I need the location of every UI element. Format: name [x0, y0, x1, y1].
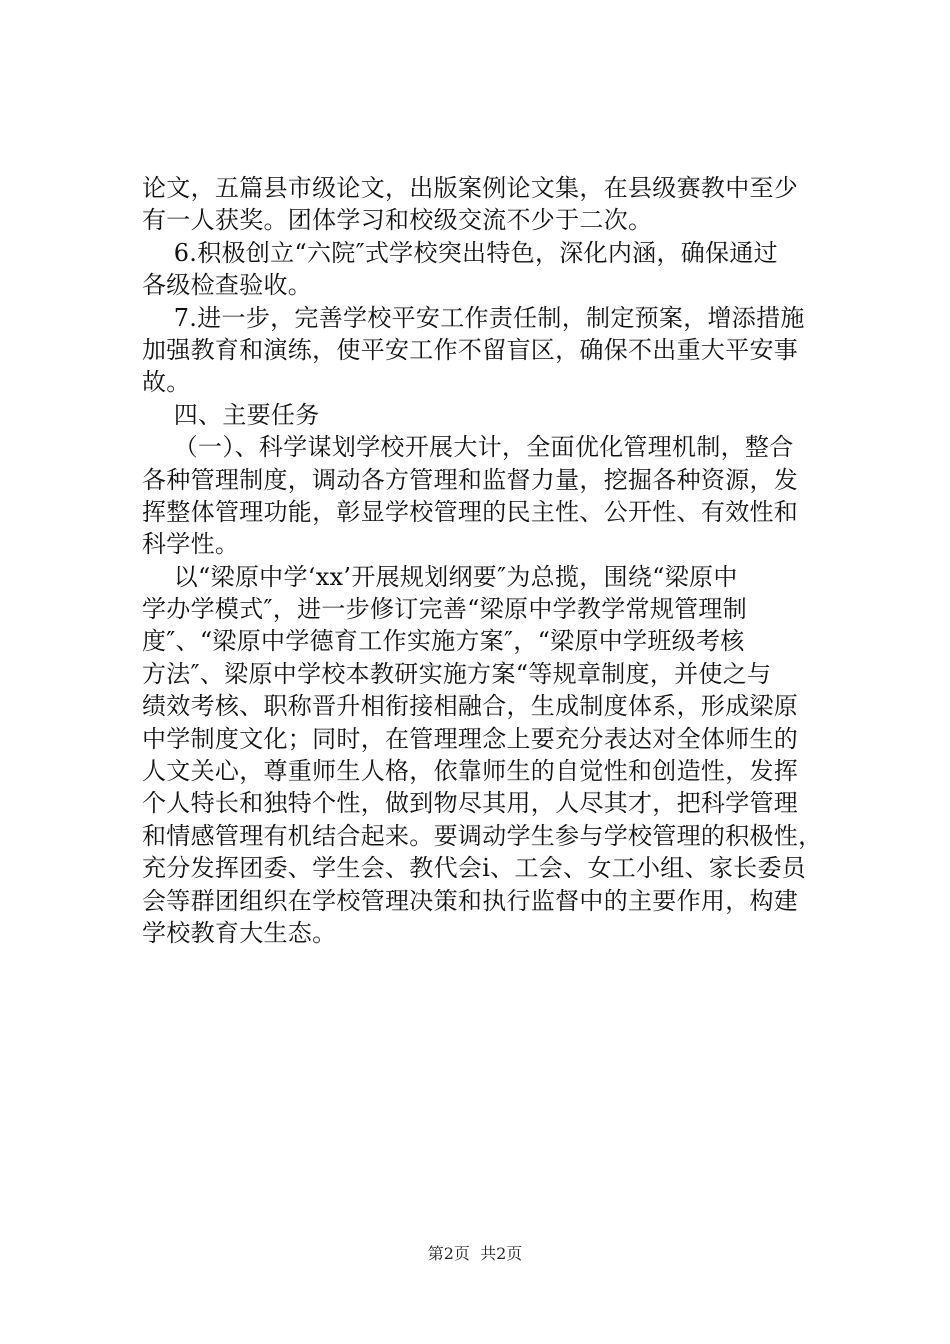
text-line: 各级检查验收。: [142, 271, 313, 300]
text-line: 7.进一步，完善学校平安工作责任制，制定预案，增添措施: [142, 303, 805, 332]
document-body: [142, 172, 842, 949]
text-line: 各种管理制度，调动各方管理和监督力量，挖掘各种资源，发: [142, 465, 799, 494]
section-heading: 四、主要任务: [142, 400, 320, 429]
text-line: 6.积极创立“六院″式学校突出特色，深化内涵，确保通过: [142, 238, 778, 267]
text-line: 论文，五篇县市级论文，出版案例论文集，在县级赛教中至少: [142, 174, 799, 202]
text-line: 会等群团组织在学校管理决策和执行监督中的主要作用，构建: [142, 886, 799, 915]
text-line: 个人特长和独特个性，做到物尽其用，人尽其才，把科学管理: [142, 789, 799, 818]
text-line: 方法″、梁原中学校本教研实施方案“等规章制度，并使之与: [142, 659, 772, 688]
text-line: 有一人获奖。团体学习和校级交流不少于二次。: [142, 206, 653, 235]
text-line: 学校教育大生态。: [142, 918, 337, 947]
text-line: 和情感管理有机结合起来。要调动学生参与学校管理的积极性，: [142, 821, 823, 850]
text-line: 学办学模式″，进一步修订完善“梁原中学教学常规管理制: [142, 595, 748, 624]
page-footer: [0, 1242, 950, 1266]
text-line: 绩效考核、职称晋升相衔接相融合，生成制度体系，形成梁原: [142, 692, 799, 721]
text-line: 人文关心，尊重师生人格，依靠师生的自觉性和创造性，发挥: [142, 757, 799, 786]
text-line: 科学性。: [142, 530, 240, 559]
text-line: 挥整体管理功能，彰显学校管理的民主性、公开性、有效性和: [142, 497, 799, 526]
text-line: 故。: [142, 368, 191, 397]
text-line: 中学制度文化；同时，在管理理念上要充分表达对全体师生的: [142, 724, 799, 753]
text-line: 加强教育和演练，使平安工作不留盲区，确保不出重大平安事: [142, 335, 799, 364]
page-number: 第2页 共2页: [427, 1244, 523, 1263]
text-line: 以“梁原中学‘xx’开展规划纲要″为总揽，围绕“梁原中: [142, 562, 738, 591]
text-line: 度″、“梁原中学德育工作实施方案″，“梁原中学班级考核: [142, 627, 745, 656]
text-line: （一）、科学谋划学校开展大计，全面优化管理机制，整合: [142, 433, 794, 462]
text-line: 充分发挥团委、学生会、教代会i、工会、女工小组、家长委员: [142, 854, 807, 883]
